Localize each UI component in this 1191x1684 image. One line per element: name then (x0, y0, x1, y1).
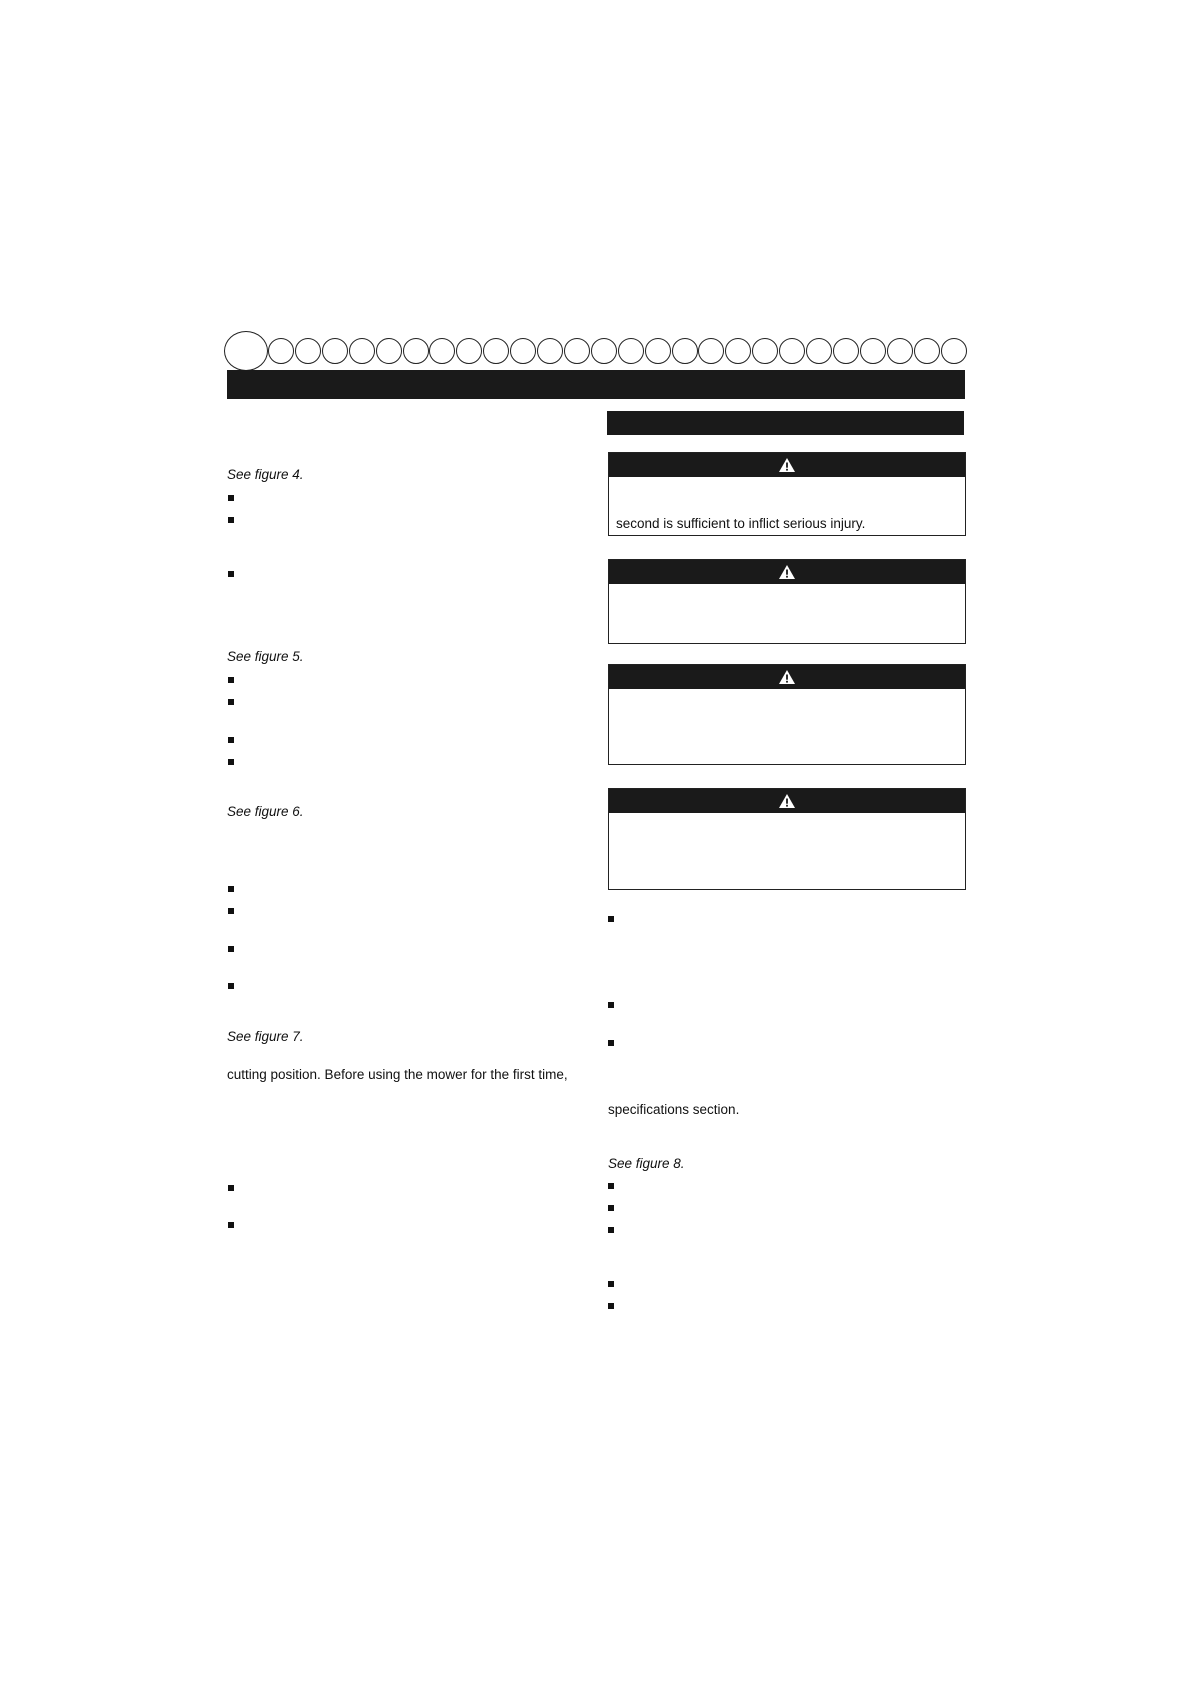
header-circle (860, 338, 886, 364)
square-bullet-icon (608, 1205, 614, 1211)
figure-reference-6: See figure 6. (227, 804, 304, 819)
header-circle (537, 338, 563, 364)
figure-reference-7: See figure 7. (227, 1029, 304, 1044)
header-circle (376, 338, 402, 364)
header-circle (456, 338, 482, 364)
header-circle (349, 338, 375, 364)
section-title-bar (227, 370, 965, 399)
square-bullet-icon (608, 916, 614, 922)
square-bullet-icon (228, 886, 234, 892)
square-bullet-icon (228, 983, 234, 989)
square-bullet-icon (228, 495, 234, 501)
header-circle (510, 338, 536, 364)
square-bullet-icon (228, 737, 234, 743)
square-bullet-icon (608, 1281, 614, 1287)
header-circle (564, 338, 590, 364)
figure-reference-5: See figure 5. (227, 649, 304, 664)
square-bullet-icon (228, 946, 234, 952)
warning-triangle-icon (778, 457, 796, 473)
header-circle (322, 338, 348, 364)
square-bullet-icon (608, 1303, 614, 1309)
header-circle (672, 338, 698, 364)
square-bullet-icon (608, 1227, 614, 1233)
warning-triangle-icon (778, 669, 796, 685)
header-circle-large (224, 331, 268, 371)
header-circle (833, 338, 859, 364)
header-circle (295, 338, 321, 364)
square-bullet-icon (608, 1040, 614, 1046)
warning-header (609, 789, 965, 813)
square-bullet-icon (228, 1185, 234, 1191)
warning-header (609, 453, 965, 477)
header-circle (403, 338, 429, 364)
square-bullet-icon (228, 1222, 234, 1228)
body-text-specifications: specifications section. (608, 1102, 740, 1117)
warning-header (609, 665, 965, 689)
square-bullet-icon (608, 1183, 614, 1189)
header-circle (914, 338, 940, 364)
square-bullet-icon (228, 677, 234, 683)
header-circle (268, 338, 294, 364)
header-circle (806, 338, 832, 364)
square-bullet-icon (228, 699, 234, 705)
header-circle (752, 338, 778, 364)
square-bullet-icon (228, 759, 234, 765)
header-circle (618, 338, 644, 364)
square-bullet-icon (228, 908, 234, 914)
warning-box-4 (608, 788, 966, 890)
square-bullet-icon (608, 1002, 614, 1008)
warning-triangle-icon (778, 793, 796, 809)
warning-text: second is sufficient to inflict serious injury. (616, 516, 866, 531)
square-bullet-icon (228, 571, 234, 577)
subsection-title-bar (607, 411, 964, 435)
header-circle (645, 338, 671, 364)
header-circle (591, 338, 617, 364)
header-circle (429, 338, 455, 364)
warning-triangle-icon (778, 564, 796, 580)
header-circle (887, 338, 913, 364)
header-circle (779, 338, 805, 364)
figure-reference-8: See figure 8. (608, 1156, 685, 1171)
warning-box-1 (608, 452, 966, 536)
body-text-fig7: cutting position. Before using the mower for the first time, (227, 1067, 568, 1082)
header-circle (725, 338, 751, 364)
warning-header (609, 560, 965, 584)
square-bullet-icon (228, 517, 234, 523)
header-circle (941, 338, 967, 364)
warning-box-3 (608, 664, 966, 765)
warning-box-2 (608, 559, 966, 644)
figure-reference-4: See figure 4. (227, 467, 304, 482)
header-circle (483, 338, 509, 364)
header-circle (698, 338, 724, 364)
